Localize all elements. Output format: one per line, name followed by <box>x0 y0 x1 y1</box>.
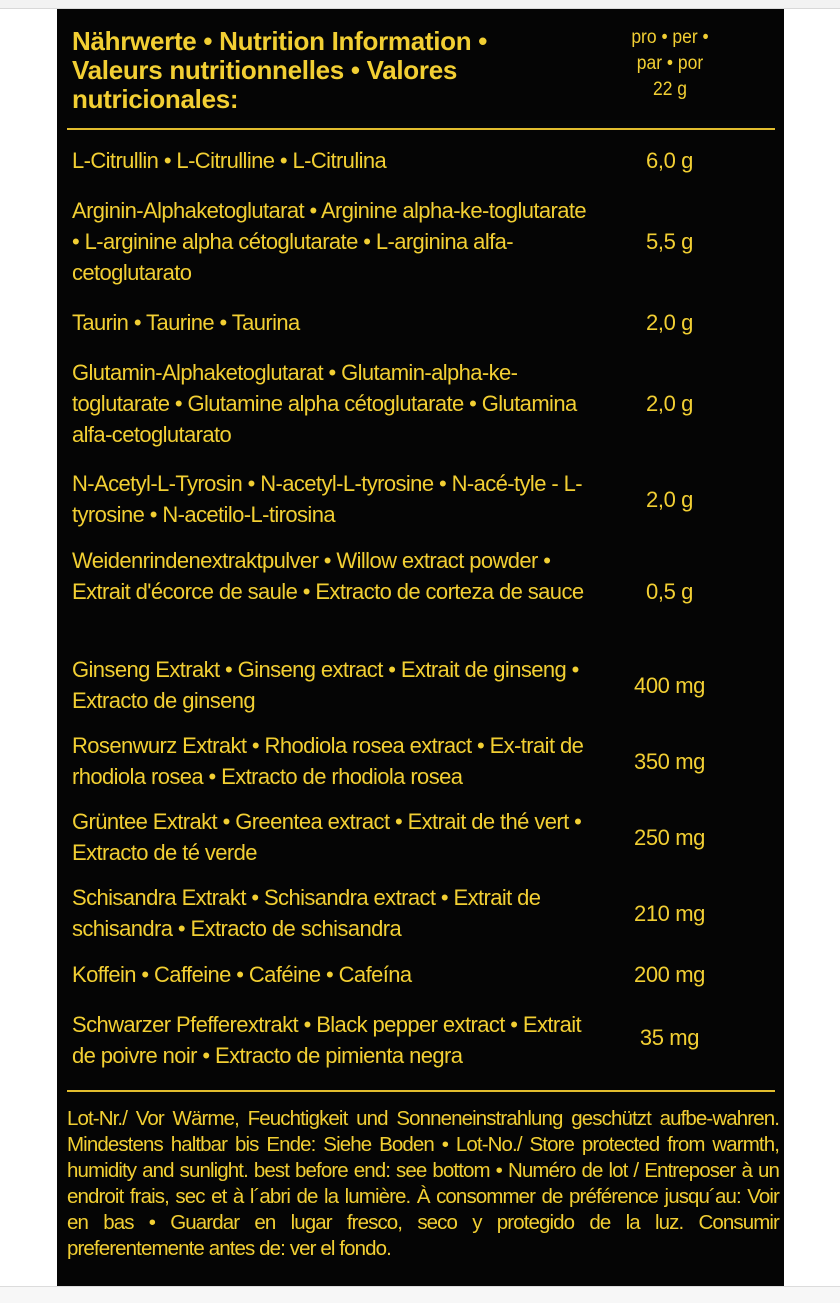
nutrient-name: Glutamin-Alphaketoglutarat • Glutamin-alpha-ke-toglutarate • Glutamine alpha cétoglutarate • Glutamina alfa-cetoglutarato <box>72 360 577 447</box>
nutrient-amount: 400 mg <box>634 673 705 698</box>
nutrient-name: Schwarzer Pfefferextrakt • Black pepper extract • Extrait de poivre noir • Extracto de pimienta negra <box>72 1012 582 1068</box>
nutrient-name: Koffein • Caffeine • Caféine • Cafeína <box>72 962 412 987</box>
nutrition-title: Nährwerte • Nutrition Information • Valeurs nutritionnelles • Valores nutricionales: <box>72 26 488 114</box>
serving-line-2: par • por <box>636 53 704 74</box>
nutrient-amount: 5,5 g <box>646 229 693 254</box>
nutrient-name: Schisandra Extrakt • Schisandra extract • Extrait de schisandra • Extracto de schisandra <box>72 885 541 941</box>
storage-instructions: Lot-Nr./ Vor Wärme, Feuchtigkeit und Sonneneinstrahlung geschützt aufbe-wahren. Mindestens haltbar bis Ende: Siehe Boden • Lot-No./ Store protected from warmth, humidity and sunlight. best before end: see bottom • Numéro de lot / Entreposer à un endroit frais, sec et à l´abri de la lumière. À consommer de préférence jusqu´au: Voir en bas • Guardar en lugar fresco, seco y protegido de la luz. Consumir preferentemente antes de: ver el fondo. <box>67 1107 779 1260</box>
nutrient-amount: 350 mg <box>634 749 705 774</box>
nutrient-name: Ginseng Extrakt • Ginseng extract • Extrait de ginseng • Extracto de ginseng <box>72 657 579 713</box>
nutrient-name: Rosenwurz Extrakt • Rhodiola rosea extract • Ex-trait de rhodiola rosea • Extracto de rhodiola rosea <box>72 733 584 789</box>
nutrient-amount: 2,0 g <box>646 391 693 416</box>
serving-size-header <box>617 25 724 103</box>
nutrient-name: Taurin • Taurine • Taurina <box>72 310 300 335</box>
nutrient-amount: 2,0 g <box>646 310 693 335</box>
nutrient-name: N-Acetyl-L-Tyrosin • N-acetyl-L-tyrosine • N-acé-tyle - L-tyrosine • N-acetilo-L-tirosina <box>72 471 582 527</box>
bottom-frame-edge <box>0 1286 840 1303</box>
nutrient-name: Arginin-Alphaketoglutarat • Arginine alpha-ke-toglutarate • L-arginine alpha cétoglutarate • L-arginina alfa-cetoglutarato <box>72 198 587 285</box>
nutrient-name: L-Citrullin • L-Citrulline • L-Citrulina <box>72 148 387 173</box>
nutrient-name: Weidenrindenextraktpulver • Willow extract powder • Extrait d'écorce de saule • Extracto de corteza de sauce <box>72 548 584 604</box>
nutrient-amount: 2,0 g <box>646 487 693 512</box>
serving-line-1: pro • per • <box>631 27 709 48</box>
nutrient-amount: 6,0 g <box>646 148 693 173</box>
nutrient-amount: 0,5 g <box>646 579 693 604</box>
serving-line-3: 22 g <box>652 79 688 100</box>
header-divider <box>67 128 775 130</box>
nutrient-amount: 210 mg <box>634 901 705 926</box>
nutrition-label <box>57 9 784 1286</box>
nutrient-amount: 200 mg <box>634 962 705 987</box>
nutrient-name: Grüntee Extrakt • Greentea extract • Extrait de thé vert • Extracto de té verde <box>72 809 582 865</box>
nutrient-amount: 250 mg <box>634 825 705 850</box>
footer-divider <box>67 1090 775 1092</box>
top-frame-edge <box>0 0 840 9</box>
nutrient-amount: 35 mg <box>639 1025 700 1050</box>
